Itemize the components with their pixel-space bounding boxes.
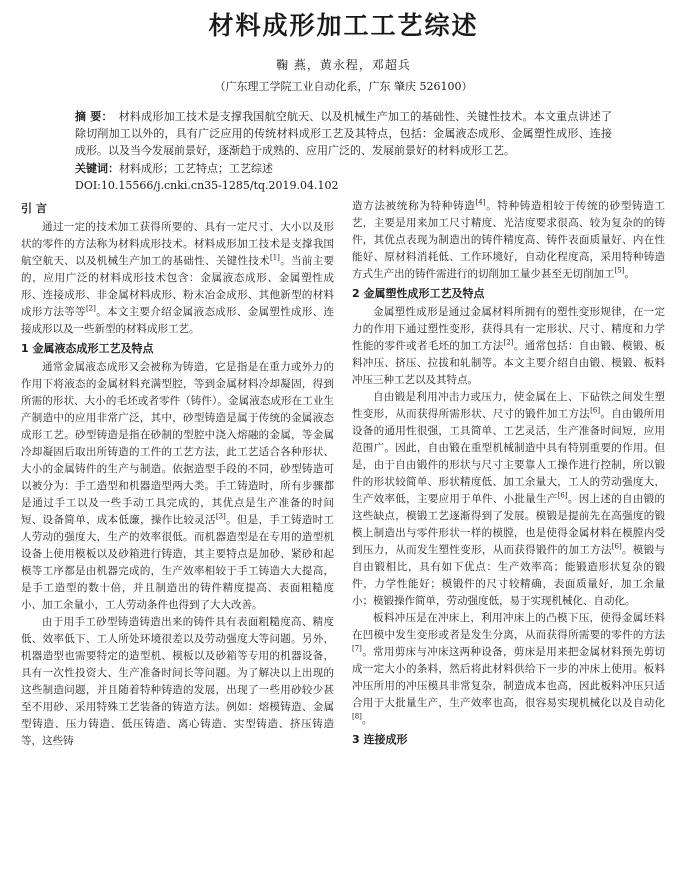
paragraph-text: 。当前主要的，应用广泛的材料成形技术包含：金属液态成形、金属塑性成形、连接成形、非金属材料成形、粉末冶金成形、其他新型的材料成形方法等等 — [21, 255, 335, 318]
paragraph-text: 通过一定的技术加工获得所要的、具有一定尺寸、大小以及形状的零件的方法称为材料成形技术。材料成形加工技术是支撑我国航空航天、以及机械生产加工的基础性、关键性技术 — [21, 221, 334, 267]
paragraph-text: 。但是，手工铸造时工人劳动的强度大，生产的效率很低。而机器造型是在专用的造型机设备上使用模板以及砂箱进行铸造，其主要特点是加砂、紧砂和起模等工序都是由机器完成的，生产效率相较于手工铸造大大提高，是手工造型的数十倍，并且制造出的铸件精度提高、表面粗糙度小、加工余量小，工人劳动条件也得到了大大改善。 — [21, 514, 335, 611]
citation-ref: [6] — [557, 491, 568, 500]
paragraph-text: 。常用剪床与冲床这两种设备，剪床是用来把金属材料预先剪切成一定大小的条料，然后将此材料供给下一步的冲床上使用。板料冲压所用的冲压模具非常复杂，制造成本也高，因此板料冲压只适合用于大批量生产，生产效率也高，很容易实现机械化以及自动化 — [352, 646, 665, 709]
paragraph-text: 。因上述的自由锻的这些缺点，模锻工艺逐渐得到了发展。模锻是提前先在高强度的锻模上制造出与零件形状一样的模膛，也是使得金属材料在模膛内受到压力，从而发生塑性变形，从而获得锻件的加工方法 — [352, 493, 666, 556]
paragraph-text: 由于用手工砂型铸造铸造出来的铸件具有表面粗糙度高、精度低、效率低下、工人所处环境很差以及劳动强度大等问题。另外，机器造型也需要特定的造型机、模板以及砂箱等专用的机器设备，具有一次性投资大、生产准备时间长等问题。为了解决以上出现的这些制造问题，并且随着特种铸造的发展，出现了一些用砂较少甚至不用砂、采用特殊工艺装备的铸造方法。例如：熔模铸造、金属型铸造、压力铸造、低压铸造、离心铸造、实型铸造、挤压铸造等，这些铸 — [21, 616, 334, 747]
paragraph-text: 。 — [361, 714, 373, 726]
section-heading: 1 金属液态成形工艺及特点 — [21, 342, 154, 355]
right-column — [352, 198, 665, 750]
paragraph-text: 金属塑性成形是通过金属材料所拥有的塑性变形规律，在一定力的作用下通过塑性变形，获得具有一定形状、尺寸、精度和力学性能的零件或者毛坯的加工方法 — [352, 306, 665, 352]
body-paragraph — [352, 389, 665, 610]
paragraph-text: 通常金属液态成形又会被称为铸造，它是指是在重力或外力的作用下将液态的金属材料充满型腔，等到金属材料冷却凝固，得到所需的形状、大小的毛坯或者零件（铸件）。金属液态成形在工业生产制造中的应用非常广泛，其中，砂型铸造是属于传统的金属液态成形工艺。砂型铸造是指在砂制的型腔中浇入熔融的金属，等金属冷却凝固后取出所铸造的工件的工艺方法，此工艺适合各种形状、大小的金属铸件的生产与制造。依据造型手段的不同，砂型铸造可以被分为：手工造型和机器造型两大类。手工铸造时，所有步骤都是通过手工以及一些手动工具完成的，其优点是生产准备的时间短、设备简单、成本低廉，操作比较灵活 — [21, 361, 334, 526]
section-heading: 3 连接成形 — [352, 733, 408, 746]
citation-ref: [2] — [85, 304, 96, 313]
section-heading: 2 金属塑性成形工艺及特点 — [352, 287, 485, 300]
paragraph-text: 。特种铸造相较于传统的砂型铸造工艺，主要是用来加工尺寸精度、光洁度要求很高、较为复杂的的铸件，其优点表现为制造出的铸件精度高、铸件表面质量好、内在性能好、原材料消耗低、工作环境好，自动化程度高，采用特种铸造方式生产出的铸件需进行的切削加工量少甚至无切削加工 — [352, 200, 666, 280]
abstract — [75, 108, 612, 159]
abstract-text: 材料成形加工技术是支撑我国航空航天、以及机械生产加工的基础性、关键性技术。本文重点讲述了除切削加工以外的，具有广泛应用的传统材料成形工艺及其特点，包括：金属液态成形、金属塑性成形、连接成形。以及当今发展前景好，逐渐趋于成熟的、应用广泛的、发展前景好的材料成形工艺。 — [75, 110, 612, 157]
body-paragraph — [21, 219, 334, 338]
body-paragraph — [352, 304, 665, 389]
keywords — [75, 161, 612, 177]
body-paragraph — [21, 614, 334, 750]
affiliation: （广东理工学院工业自动化系，广东 肇庆 526100） — [214, 80, 473, 93]
paragraph-text: 。自由锻所用设备的通用性很强，工具简单、工艺灵活，生产准备时间短，应用范围广。因此，自由锻在重型机械制造中具有特别重要的作用。但是，由于自由锻件的形状与尺寸主要靠人工操作进行控制，所以锻件的形状较简单、形状精度低、加工余量大，工人的劳动强度大，生产效率低，主要应用于单件、小批量生产 — [352, 408, 666, 505]
paragraph-text: 。通常包括：自由锻、模锻、板料冲压、挤压、拉拔和轧制等。本文主要介绍自由锻、模锻、板料冲压三种工艺以及其特点。 — [352, 340, 666, 386]
citation-ref: [4] — [475, 198, 486, 207]
citation-ref: [1] — [269, 253, 280, 262]
author-list: 鞠 燕，黄永程，邓超兵 — [276, 58, 411, 72]
paragraph-text: 造方法被统称为特种铸造 — [352, 200, 476, 212]
paragraph-text: 自由锻是利用冲击力或压力，使金属在上、下砧铁之间发生塑性变形，从而获得所需形状、尺寸的锻件加工方法 — [352, 391, 665, 420]
body-columns — [21, 198, 666, 750]
paper-title: 材料成形加工工艺综述 — [208, 11, 479, 40]
paragraph-text: 。模锻与自由锻相比，具有如下优点：生产效率高；能锻造形状复杂的锻件，力学性能好；模锻件的尺寸较精确，表面质量好，加工余量小；模锻操作简单，劳动强度低，易于实现机械化、自动化。 — [352, 544, 665, 607]
citation-ref: [6] — [611, 542, 622, 551]
citation-ref: [8] — [352, 712, 362, 721]
body-paragraph — [352, 610, 665, 729]
keywords-label: 关键词： — [75, 162, 119, 175]
body-paragraph — [352, 198, 665, 283]
citation-ref: [2] — [503, 338, 514, 347]
doi: DOI:10.15566/j.cnki.cn35-1285/tq.2019.04.102 — [75, 179, 339, 192]
citation-ref: [6] — [590, 406, 601, 415]
keywords-text: 材料成形；工艺特点；工艺综述 — [119, 162, 273, 175]
left-column — [21, 198, 334, 750]
abstract-label: 摘 要： — [75, 110, 113, 123]
paragraph-text: 。 — [624, 268, 635, 280]
paragraph-text: 。本文主要介绍金属液态成形、金属塑性成形、连接成形以及一些新型的材料成形工艺。 — [21, 306, 335, 335]
body-paragraph — [21, 359, 334, 614]
citation-ref: [7] — [352, 644, 362, 653]
paragraph-text: 板料冲压是在冲床上，利用冲床上的凸模下压，使得金属坯料在凹模中发生变形或者是发生分离，从而获得所需要的零件的方法 — [352, 612, 665, 641]
citation-ref: [3] — [215, 512, 226, 521]
section-heading: 引 言 — [21, 202, 47, 215]
citation-ref: [5] — [614, 266, 625, 275]
